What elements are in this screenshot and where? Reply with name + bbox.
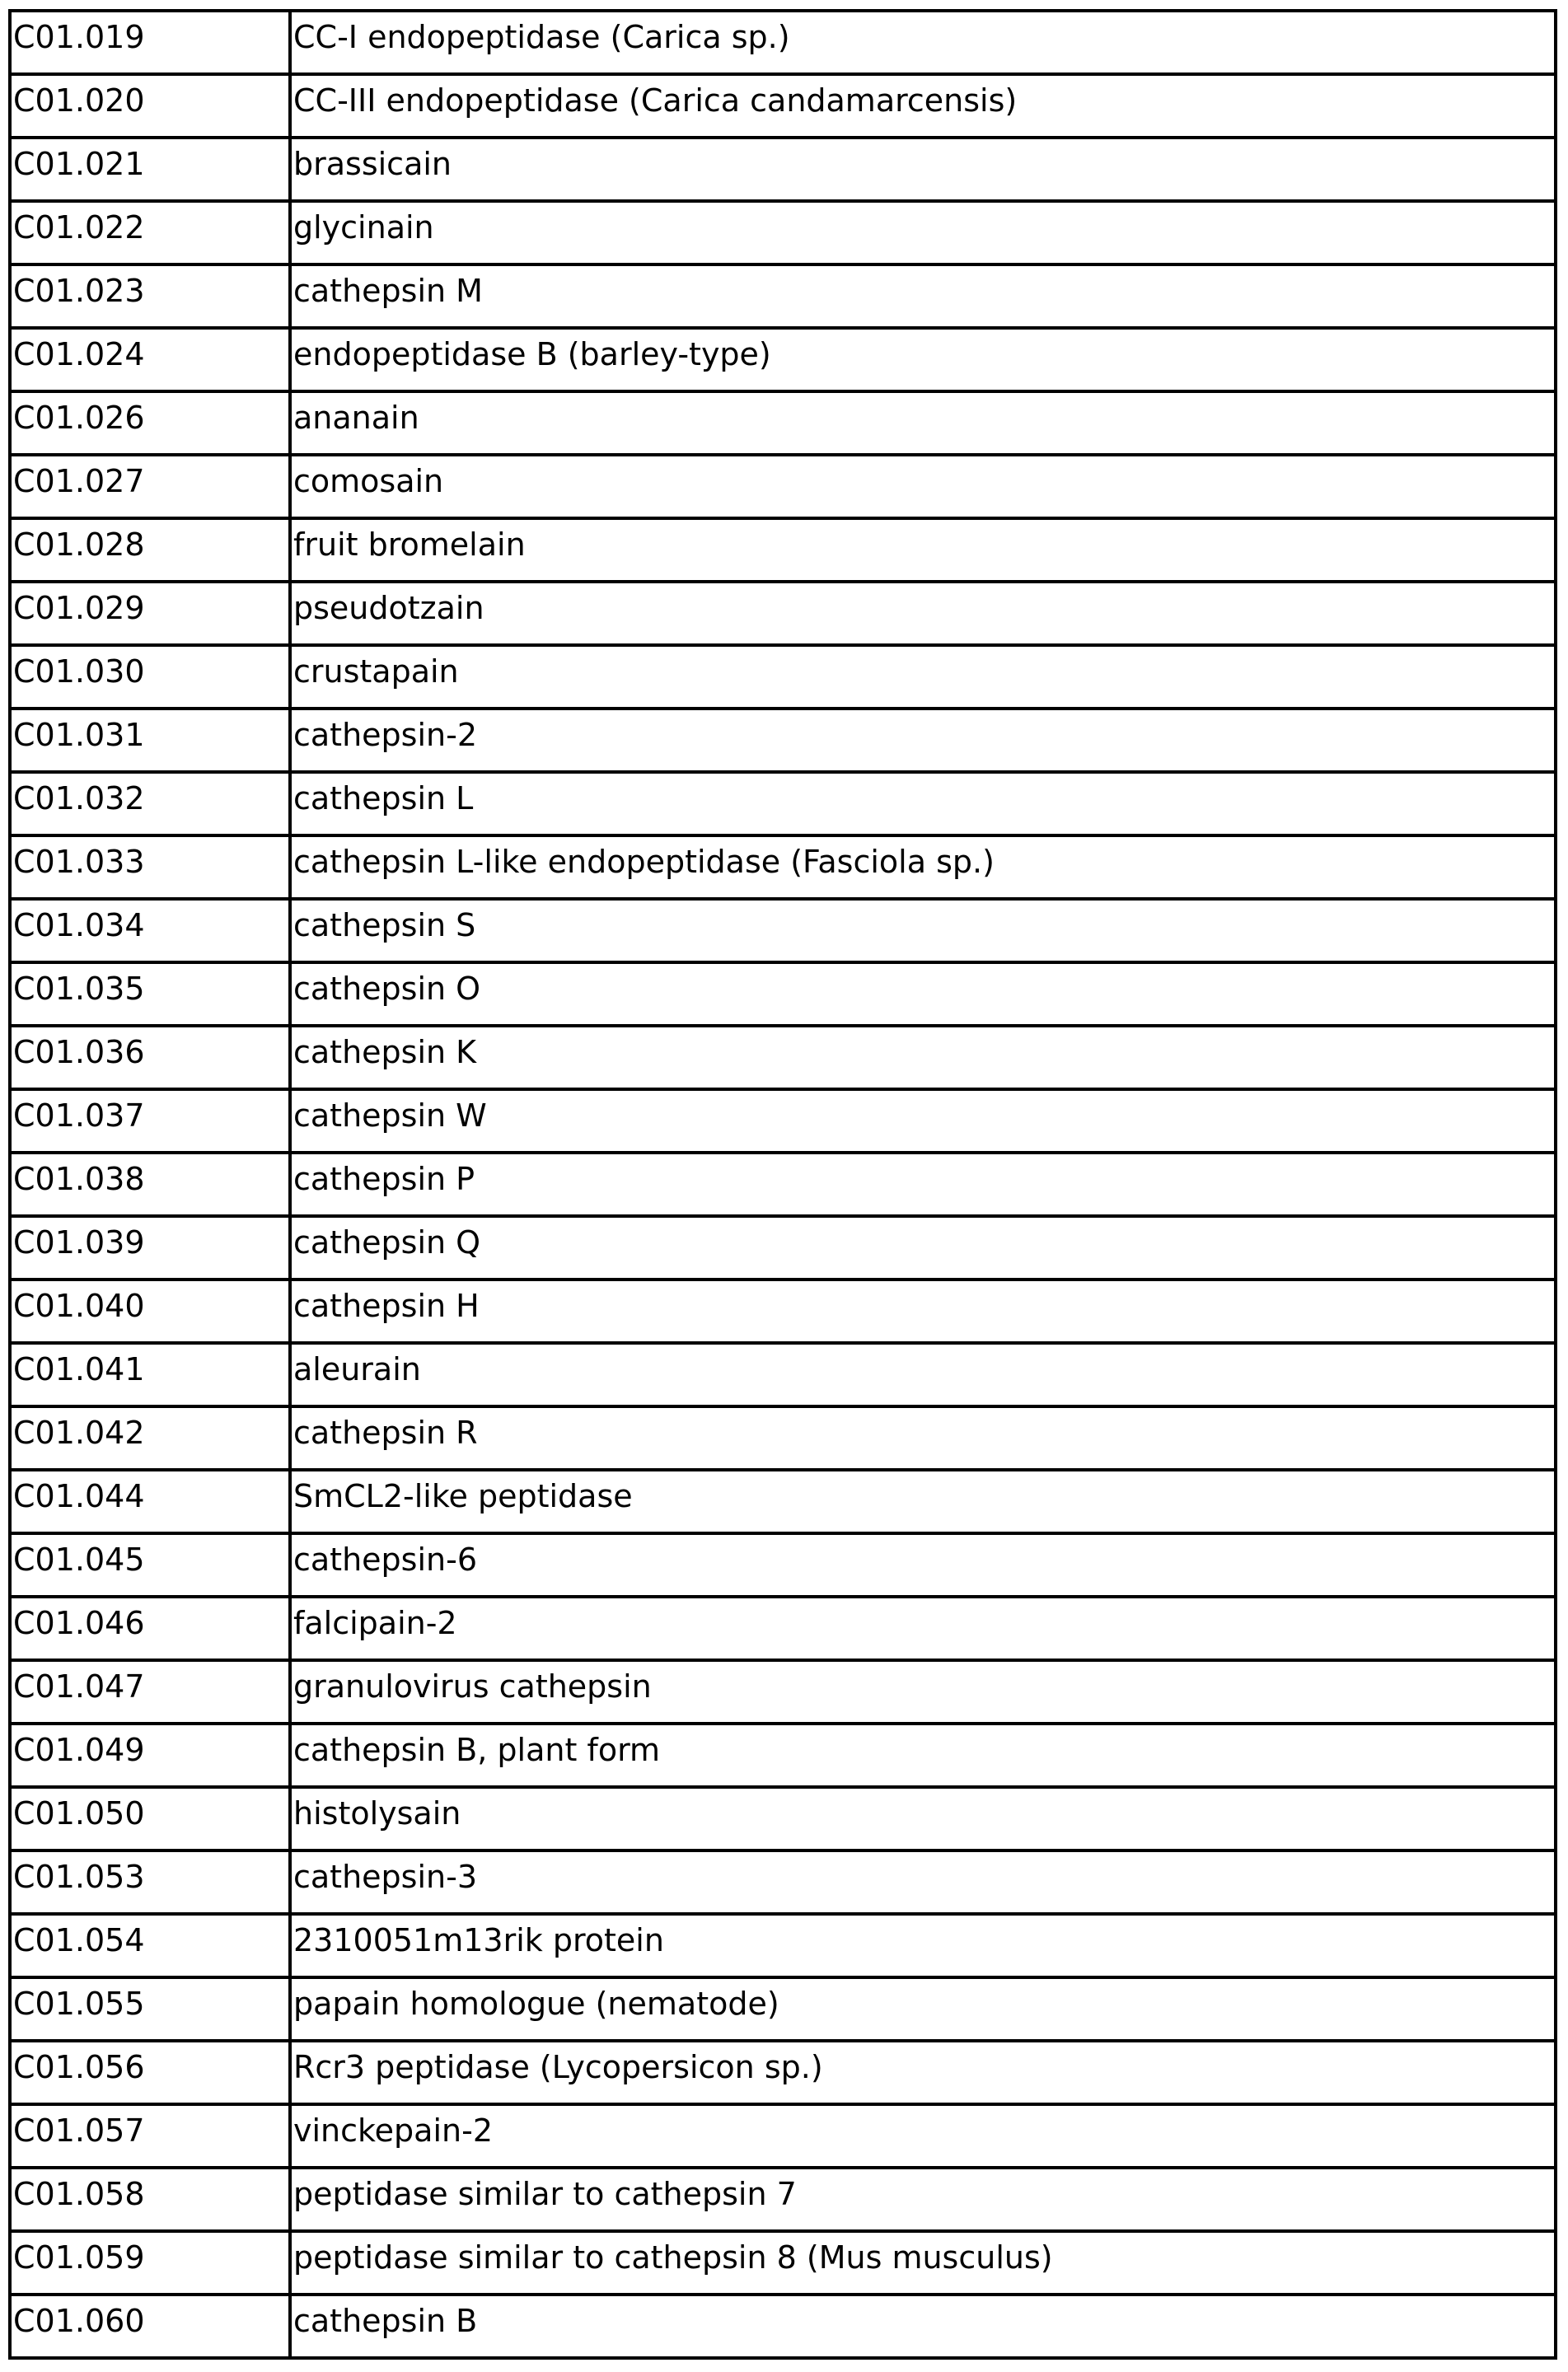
code-cell: C01.057 [10,2104,290,2168]
peptidase-table [8,9,1557,2360]
table-row [10,391,1556,455]
table-row [10,899,1556,962]
table-row [10,1660,1556,1724]
name-cell: cathepsin P [290,1153,1556,1216]
code-cell: C01.047 [10,1660,290,1724]
code-cell: C01.039 [10,1216,290,1280]
name-cell: cathepsin H [290,1280,1556,1343]
table-row [10,772,1556,835]
table-row [10,1026,1556,1089]
code-cell: C01.036 [10,1026,290,1089]
table-row [10,962,1556,1026]
code-cell: C01.020 [10,74,290,138]
table-row [10,2231,1556,2295]
name-cell: pseudotzain [290,582,1556,645]
name-cell: aleurain [290,1343,1556,1406]
table-row [10,74,1556,138]
code-cell: C01.034 [10,899,290,962]
name-cell: cathepsin-2 [290,709,1556,772]
table-row [10,1977,1556,2041]
table-row [10,328,1556,391]
name-cell: papain homologue (nematode) [290,1977,1556,2041]
table-row [10,518,1556,582]
code-cell: C01.023 [10,264,290,328]
name-cell: 2310051m13rik protein [290,1914,1556,1977]
table-row [10,1724,1556,1787]
table-row [10,1153,1556,1216]
name-cell: cathepsin-6 [290,1533,1556,1597]
name-cell: cathepsin B, plant form [290,1724,1556,1787]
name-cell: Rcr3 peptidase (Lycopersicon sp.) [290,2041,1556,2104]
name-cell: vinckepain-2 [290,2104,1556,2168]
table-row [10,582,1556,645]
name-cell: granulovirus cathepsin [290,1660,1556,1724]
table-row [10,1470,1556,1533]
code-cell: C01.026 [10,391,290,455]
table-row [10,1089,1556,1153]
name-cell: ananain [290,391,1556,455]
name-cell: endopeptidase B (barley-type) [290,328,1556,391]
name-cell: cathepsin L-like endopeptidase (Fasciola sp.) [290,835,1556,899]
code-cell: C01.046 [10,1597,290,1660]
table-row [10,264,1556,328]
table-row [10,11,1556,74]
name-cell: SmCL2-like peptidase [290,1470,1556,1533]
code-cell: C01.042 [10,1406,290,1470]
code-cell: C01.044 [10,1470,290,1533]
table-row [10,1280,1556,1343]
name-cell: cathepsin S [290,899,1556,962]
table-row [10,1216,1556,1280]
name-cell: falcipain-2 [290,1597,1556,1660]
name-cell: cathepsin B [290,2295,1556,2358]
code-cell: C01.027 [10,455,290,518]
table-row [10,709,1556,772]
table-body [10,11,1556,2358]
name-cell: cathepsin M [290,264,1556,328]
name-cell: fruit bromelain [290,518,1556,582]
name-cell: comosain [290,455,1556,518]
code-cell: C01.028 [10,518,290,582]
table-row [10,1850,1556,1914]
name-cell: cathepsin K [290,1026,1556,1089]
code-cell: C01.032 [10,772,290,835]
name-cell: brassicain [290,138,1556,201]
code-cell: C01.037 [10,1089,290,1153]
table-row [10,645,1556,709]
code-cell: C01.024 [10,328,290,391]
name-cell: histolysain [290,1787,1556,1850]
table-row [10,455,1556,518]
name-cell: CC-III endopeptidase (Carica candamarcensis) [290,74,1556,138]
table-row [10,138,1556,201]
code-cell: C01.054 [10,1914,290,1977]
code-cell: C01.029 [10,582,290,645]
code-cell: C01.031 [10,709,290,772]
name-cell: crustapain [290,645,1556,709]
table-row [10,1914,1556,1977]
code-cell: C01.058 [10,2168,290,2231]
table-row [10,1343,1556,1406]
code-cell: C01.059 [10,2231,290,2295]
code-cell: C01.050 [10,1787,290,1850]
name-cell: cathepsin R [290,1406,1556,1470]
name-cell: peptidase similar to cathepsin 8 (Mus musculus) [290,2231,1556,2295]
code-cell: C01.060 [10,2295,290,2358]
code-cell: C01.021 [10,138,290,201]
code-cell: C01.049 [10,1724,290,1787]
name-cell: cathepsin O [290,962,1556,1026]
table-row [10,1787,1556,1850]
code-cell: C01.053 [10,1850,290,1914]
code-cell: C01.040 [10,1280,290,1343]
code-cell: C01.019 [10,11,290,74]
table-row [10,2041,1556,2104]
code-cell: C01.022 [10,201,290,264]
name-cell: peptidase similar to cathepsin 7 [290,2168,1556,2231]
table-row [10,201,1556,264]
name-cell: glycinain [290,201,1556,264]
code-cell: C01.055 [10,1977,290,2041]
name-cell: cathepsin W [290,1089,1556,1153]
table-row [10,2295,1556,2358]
name-cell: cathepsin Q [290,1216,1556,1280]
table-row [10,1406,1556,1470]
code-cell: C01.056 [10,2041,290,2104]
table-row [10,2104,1556,2168]
name-cell: cathepsin L [290,772,1556,835]
table-row [10,1533,1556,1597]
code-cell: C01.033 [10,835,290,899]
code-cell: C01.045 [10,1533,290,1597]
table-row [10,835,1556,899]
table-row [10,2168,1556,2231]
code-cell: C01.035 [10,962,290,1026]
code-cell: C01.038 [10,1153,290,1216]
code-cell: C01.030 [10,645,290,709]
name-cell: cathepsin-3 [290,1850,1556,1914]
code-cell: C01.041 [10,1343,290,1406]
table-row [10,1597,1556,1660]
name-cell: CC-I endopeptidase (Carica sp.) [290,11,1556,74]
